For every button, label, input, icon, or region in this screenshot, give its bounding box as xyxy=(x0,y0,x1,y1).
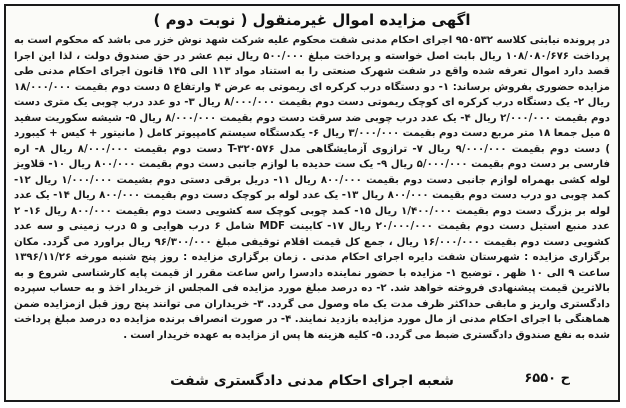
notice-title: اگهی مزایده اموال غیرمنقول ( نوبت دوم ) xyxy=(153,11,471,29)
auction-notice xyxy=(4,4,620,402)
issuing-office: شعبه اجرای احکام مدنی دادگستری شفت xyxy=(170,373,454,389)
notice-code: ح ۶۵۵۰ xyxy=(524,371,570,386)
notice-footer xyxy=(14,368,610,394)
notice-body: در پرونده نیابتی کلاسه ۹۵۰۵۳۲ اجرای احکام مدنی شفت محکوم علیه شرکت شهد نوش خزر می باشد که محکوم است به پرداخت ۱۰۸/۰۸۰/۶۷۶ ریال بابت اصل خواسته و پرداخت مبلغ ۵۰۰/۰۰۰ ریال نیم عشر در حق صندوق دولت ، لذا این اجرا قصد دارد اموال تعرفه شده واقع در شفت شهرک صنعتی را به استناد مواد ۱۱۳ الی ۱۴۵ قانون اجرای احکام مدنی طی مزایده حضوری بفروش برساند: ۱- دو دستگاه درب کرکره ای ریموتی به عرض ۴ وارتفاع ۵ دست دوم بقیمت ۱۸/۰۰۰/۰۰۰ ریال ۲- یک دستگاه درب کرکره ای کوچک ریموتی دست دوم بقیمت ۸/۰۰۰/۰۰۰ ریال ۳- دو عدد درب چوبی یک متری دست دوم بقیمت ۲/۰۰۰/۰۰۰ ریال ۴- یک عدد درب چوبی ضد سرقت دست دوم بقیمت ۸/۰۰۰/۰۰۰ ریال ۵- شیشه سکوریت سفید ۵ میل جمعا ۱۸ متر مربع دست دوم بقیمت ۳/۰۰۰/۰۰۰ ریال ۶- یکدستگاه سیستم کامپیوتر کامل ( مانیتور + کیس + کیبورد ) دست دوم بقیمت ۹/۰۰۰/۰۰۰ ریال ۷- ترازوی آزمایشگاهی مدل T-۳۲۰۵۷۶ دست دوم بقیمت ۸/۰۰۰/۰۰۰ ریال ۸- اره فارسی بر دست دوم بقیمت ۵/۰۰۰/۰۰۰ ریال ۹- یک ست حدیده با لوازم جانبی دست دوم بقیمت ۸۰۰/۰۰۰ ریال ۱۰- قلاویز لوله کشی بهمراه لوازم جانبی دست دوم بقیمت ۸۰۰/۰۰۰ ریال ۱۱- دریل برقی دستی دوم بشیمت ۱/۰۰۰/۰۰۰ ریال ۱۲- کمد چوبی دو درب دست دوم بقیمت ۸۰۰/۰۰۰ ریال ۱۳- یک عدد لوله بر کوچک دست دوم بقیمت ۸۰۰/۰۰۰ ریال ۱۴- یک عدد لوله بر بزرگ دست دوم بقیمت ۱/۴۰۰/۰۰۰ ریال ۱۵- کمد چوبی کوچک سه کشویی دست دوم بقیمت ۸۰۰/۰۰۰ ریال ۱۶- ۲ عدد منبع استیل دست دوم بقیمت ۲۰/۰۰۰/۰۰۰ ریال ۱۷- کابینت MDF شامل ۶ درب هوایی و ۵ درب زمینی و سه عدد کشویی دست دوم بقیمت ۱۶/۰۰۰/۰۰۰ ریال ، جمع کل قیمت اقلام توقیفی مبلغ ۹۶/۳۰۰/۰۰۰ ریال براورد می گردد. مکان برگزاری مزایده : شهرستان شفت دایره اجرای احکام مدنی . زمان برگزاری مزایده : روز پنج شنبه مورخه ۱۳۹۶/۱۱/۲۶ ساعت ۹ الی ۱۰ ظهر . توضیح ۱- مزایده با حضور نماینده دادسرا راس ساعت مقرر از قیمت پایه کارشناسی شروع و به بالاترین قیمت پیشنهادی فروخته خواهد شد. ۲- ده درصد مبلغ مورد مزایده فی المجلس از خریدار اخذ و به حساب سپرده دادگستری واریز و مابقی حداکثر ظرف مدت یک ماه وصول می گردد. ۳- خریداران می توانند پنج روز قبل ازمزایده ضمن هماهنگی با اجرای احکام مدنی از مال مورد مزایده بازدید نمایند. ۴- در صورت انصراف برنده مزایده ده درصد مبلغ پرداخت شده به نفع صندوق دادگستری ضبط می گردد. ۵- کلیه هزینه ها پس از مزایده به عهده خریدار است . xyxy=(14,35,611,341)
